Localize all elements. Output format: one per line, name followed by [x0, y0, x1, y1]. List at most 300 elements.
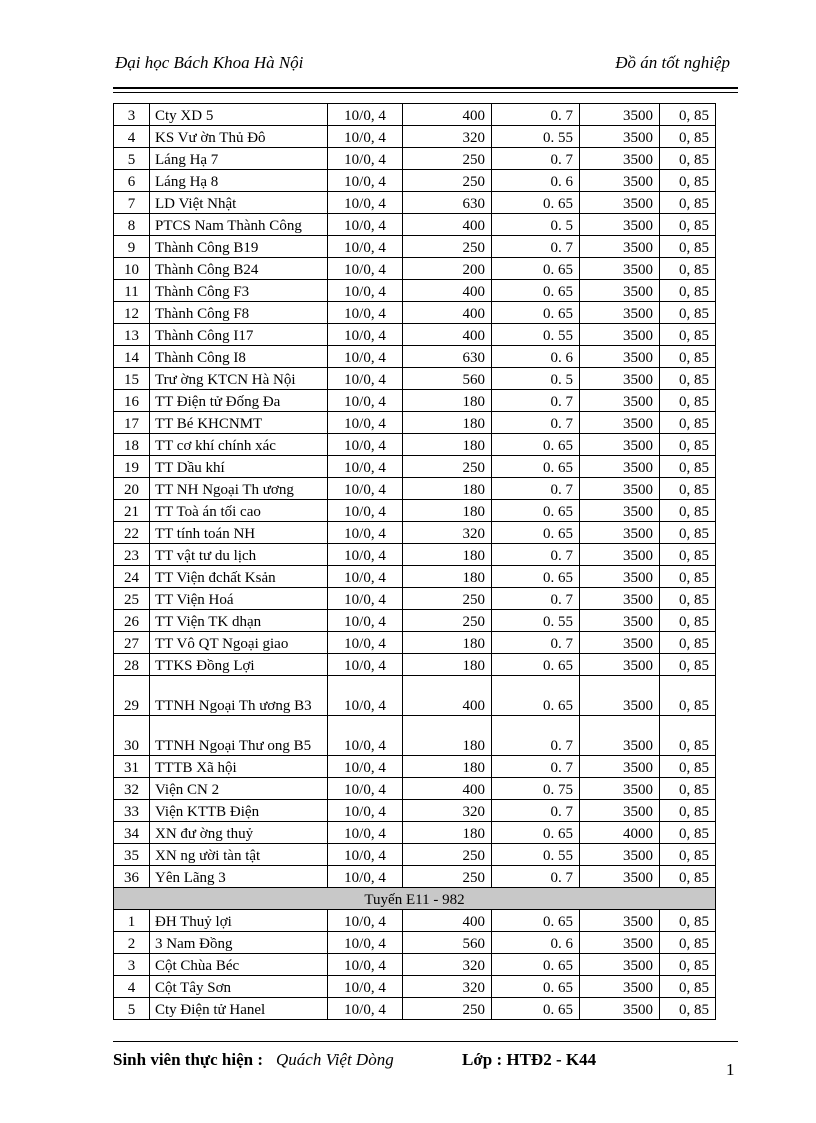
- cell-c: 0, 85: [660, 214, 716, 236]
- cell-no: 6: [114, 170, 150, 192]
- cell-b: 3500: [580, 148, 660, 170]
- table-row: [114, 148, 716, 170]
- cell-c: 0, 85: [660, 954, 716, 976]
- cell-u: 10/0, 4: [328, 566, 403, 588]
- cell-u: 10/0, 4: [328, 346, 403, 368]
- cell-p: 400: [403, 280, 492, 302]
- cell-no: 35: [114, 844, 150, 866]
- cell-name: Cột Chùa Béc: [150, 954, 328, 976]
- cell-name: TT Viện đchất Ksản: [150, 566, 328, 588]
- cell-p: 320: [403, 954, 492, 976]
- cell-no: 12: [114, 302, 150, 324]
- footer-student-name: Quách Việt Dòng: [276, 1050, 394, 1069]
- header-rule-thin: [113, 92, 738, 93]
- cell-name: Trư ờng KTCN Hà Nội: [150, 368, 328, 390]
- cell-u: 10/0, 4: [328, 932, 403, 954]
- cell-a: 0. 65: [492, 434, 580, 456]
- cell-name: Thành Công I8: [150, 346, 328, 368]
- cell-no: 36: [114, 866, 150, 888]
- cell-c: 0, 85: [660, 434, 716, 456]
- cell-u: 10/0, 4: [328, 976, 403, 998]
- cell-c: 0, 85: [660, 800, 716, 822]
- cell-b: 3500: [580, 800, 660, 822]
- cell-a: 0. 65: [492, 822, 580, 844]
- cell-a: 0. 65: [492, 566, 580, 588]
- cell-name: TT Toà án tối cao: [150, 500, 328, 522]
- cell-name: TT Viện Hoá: [150, 588, 328, 610]
- cell-c: 0, 85: [660, 654, 716, 676]
- cell-b: 3500: [580, 456, 660, 478]
- cell-p: 250: [403, 844, 492, 866]
- cell-name: TTKS Đồng Lợi: [150, 654, 328, 676]
- cell-a: 0. 55: [492, 610, 580, 632]
- cell-u: 10/0, 4: [328, 500, 403, 522]
- cell-u: 10/0, 4: [328, 998, 403, 1020]
- cell-b: 3500: [580, 368, 660, 390]
- table-row: [114, 588, 716, 610]
- cell-p: 320: [403, 522, 492, 544]
- cell-b: 3500: [580, 716, 660, 756]
- cell-b: 3500: [580, 192, 660, 214]
- cell-no: 25: [114, 588, 150, 610]
- cell-c: 0, 85: [660, 910, 716, 932]
- cell-no: 29: [114, 676, 150, 716]
- cell-name: Viện CN 2: [150, 778, 328, 800]
- cell-name: Láng Hạ 7: [150, 148, 328, 170]
- cell-p: 180: [403, 478, 492, 500]
- cell-c: 0, 85: [660, 676, 716, 716]
- cell-b: 3500: [580, 632, 660, 654]
- cell-b: 3500: [580, 500, 660, 522]
- cell-no: 14: [114, 346, 150, 368]
- table-row: [114, 610, 716, 632]
- cell-p: 320: [403, 800, 492, 822]
- cell-u: 10/0, 4: [328, 236, 403, 258]
- table-row: [114, 412, 716, 434]
- cell-a: 0. 65: [492, 954, 580, 976]
- cell-a: 0. 7: [492, 756, 580, 778]
- cell-a: 0. 65: [492, 522, 580, 544]
- cell-no: 17: [114, 412, 150, 434]
- cell-no: 28: [114, 654, 150, 676]
- cell-b: 3500: [580, 478, 660, 500]
- cell-a: 0. 6: [492, 170, 580, 192]
- cell-u: 10/0, 4: [328, 632, 403, 654]
- cell-p: 180: [403, 390, 492, 412]
- table-row: [114, 932, 716, 954]
- cell-name: 3 Nam Đồng: [150, 932, 328, 954]
- cell-a: 0. 75: [492, 778, 580, 800]
- table-row: [114, 456, 716, 478]
- header-rule-thick: [113, 87, 738, 89]
- cell-a: 0. 7: [492, 544, 580, 566]
- cell-a: 0. 7: [492, 390, 580, 412]
- section-row: [114, 888, 716, 910]
- cell-b: 3500: [580, 566, 660, 588]
- cell-no: 34: [114, 822, 150, 844]
- cell-a: 0. 7: [492, 588, 580, 610]
- cell-name: Láng Hạ 8: [150, 170, 328, 192]
- cell-name: XN đư ờng thuỷ: [150, 822, 328, 844]
- cell-no: 13: [114, 324, 150, 346]
- cell-no: 7: [114, 192, 150, 214]
- cell-b: 3500: [580, 756, 660, 778]
- cell-u: 10/0, 4: [328, 822, 403, 844]
- cell-no: 9: [114, 236, 150, 258]
- cell-a: 0. 7: [492, 800, 580, 822]
- cell-p: 180: [403, 822, 492, 844]
- cell-a: 0. 65: [492, 302, 580, 324]
- cell-p: 250: [403, 610, 492, 632]
- cell-a: 0. 5: [492, 368, 580, 390]
- cell-c: 0, 85: [660, 368, 716, 390]
- cell-p: 560: [403, 932, 492, 954]
- table-row: [114, 654, 716, 676]
- cell-no: 2: [114, 932, 150, 954]
- cell-name: Thành Công F8: [150, 302, 328, 324]
- cell-no: 33: [114, 800, 150, 822]
- cell-p: 250: [403, 456, 492, 478]
- cell-c: 0, 85: [660, 844, 716, 866]
- table-row: [114, 566, 716, 588]
- table-row: [114, 236, 716, 258]
- cell-c: 0, 85: [660, 192, 716, 214]
- table-row: [114, 478, 716, 500]
- cell-a: 0. 65: [492, 910, 580, 932]
- cell-a: 0. 65: [492, 192, 580, 214]
- table-row: [114, 954, 716, 976]
- cell-name: Thành Công B24: [150, 258, 328, 280]
- cell-a: 0. 65: [492, 280, 580, 302]
- cell-u: 10/0, 4: [328, 756, 403, 778]
- cell-p: 630: [403, 346, 492, 368]
- header-university: Đại học Bách Khoa Hà Nội: [115, 53, 304, 72]
- cell-p: 400: [403, 302, 492, 324]
- cell-b: 3500: [580, 170, 660, 192]
- cell-c: 0, 85: [660, 104, 716, 126]
- cell-no: 8: [114, 214, 150, 236]
- cell-name: TT tính toán NH: [150, 522, 328, 544]
- cell-c: 0, 85: [660, 346, 716, 368]
- cell-p: 400: [403, 214, 492, 236]
- cell-a: 0. 7: [492, 412, 580, 434]
- cell-p: 400: [403, 104, 492, 126]
- cell-u: 10/0, 4: [328, 412, 403, 434]
- cell-a: 0. 65: [492, 676, 580, 716]
- cell-b: 3500: [580, 998, 660, 1020]
- cell-b: 3500: [580, 844, 660, 866]
- cell-name: Viện KTTB Điện: [150, 800, 328, 822]
- cell-p: 200: [403, 258, 492, 280]
- cell-p: 250: [403, 148, 492, 170]
- table-row: [114, 716, 716, 756]
- cell-c: 0, 85: [660, 866, 716, 888]
- cell-no: 31: [114, 756, 150, 778]
- cell-u: 10/0, 4: [328, 434, 403, 456]
- cell-no: 3: [114, 104, 150, 126]
- footer-rule: [113, 1041, 738, 1042]
- cell-u: 10/0, 4: [328, 368, 403, 390]
- cell-c: 0, 85: [660, 632, 716, 654]
- table-row: [114, 346, 716, 368]
- cell-no: 20: [114, 478, 150, 500]
- cell-c: 0, 85: [660, 456, 716, 478]
- cell-a: 0. 6: [492, 932, 580, 954]
- table-row: [114, 170, 716, 192]
- cell-name: TT Dầu khí: [150, 456, 328, 478]
- cell-c: 0, 85: [660, 324, 716, 346]
- cell-name: Thành Công B19: [150, 236, 328, 258]
- cell-b: 3500: [580, 126, 660, 148]
- cell-name: Cột Tây Sơn: [150, 976, 328, 998]
- cell-c: 0, 85: [660, 998, 716, 1020]
- cell-u: 10/0, 4: [328, 676, 403, 716]
- table-row: [114, 998, 716, 1020]
- table-row: [114, 192, 716, 214]
- cell-b: 3500: [580, 522, 660, 544]
- table-row: [114, 280, 716, 302]
- cell-c: 0, 85: [660, 280, 716, 302]
- cell-no: 11: [114, 280, 150, 302]
- cell-u: 10/0, 4: [328, 280, 403, 302]
- cell-b: 3500: [580, 280, 660, 302]
- cell-p: 400: [403, 910, 492, 932]
- cell-no: 4: [114, 126, 150, 148]
- table-body-main: [114, 104, 716, 888]
- cell-a: 0. 7: [492, 104, 580, 126]
- cell-b: 3500: [580, 932, 660, 954]
- cell-b: 3500: [580, 778, 660, 800]
- table-row: [114, 104, 716, 126]
- cell-u: 10/0, 4: [328, 456, 403, 478]
- cell-p: 400: [403, 778, 492, 800]
- cell-c: 0, 85: [660, 126, 716, 148]
- cell-c: 0, 85: [660, 976, 716, 998]
- cell-no: 5: [114, 148, 150, 170]
- cell-name: TT Viện TK dhạn: [150, 610, 328, 632]
- cell-no: 22: [114, 522, 150, 544]
- table-row: [114, 368, 716, 390]
- cell-name: Cty XD 5: [150, 104, 328, 126]
- cell-p: 180: [403, 544, 492, 566]
- cell-p: 250: [403, 170, 492, 192]
- cell-name: TT Điện tử Đống Đa: [150, 390, 328, 412]
- cell-c: 0, 85: [660, 522, 716, 544]
- table-row: [114, 522, 716, 544]
- table-row: [114, 844, 716, 866]
- cell-p: 320: [403, 126, 492, 148]
- cell-p: 180: [403, 412, 492, 434]
- cell-b: 3500: [580, 214, 660, 236]
- cell-name: LD Việt Nhật: [150, 192, 328, 214]
- cell-no: 27: [114, 632, 150, 654]
- footer-student-label: Sinh viên thực hiện :: [113, 1050, 264, 1069]
- cell-name: TTNH Ngoại Thư ong B5: [150, 716, 328, 756]
- cell-p: 180: [403, 632, 492, 654]
- cell-no: 10: [114, 258, 150, 280]
- cell-a: 0. 7: [492, 236, 580, 258]
- cell-b: 3500: [580, 866, 660, 888]
- cell-u: 10/0, 4: [328, 170, 403, 192]
- cell-a: 0. 65: [492, 654, 580, 676]
- cell-p: 180: [403, 756, 492, 778]
- cell-a: 0. 65: [492, 976, 580, 998]
- cell-u: 10/0, 4: [328, 654, 403, 676]
- cell-p: 250: [403, 588, 492, 610]
- cell-b: 3500: [580, 910, 660, 932]
- cell-u: 10/0, 4: [328, 954, 403, 976]
- table-row: [114, 500, 716, 522]
- cell-name: Yên Lãng 3: [150, 866, 328, 888]
- cell-b: 4000: [580, 822, 660, 844]
- cell-name: Thành Công I17: [150, 324, 328, 346]
- cell-b: 3500: [580, 104, 660, 126]
- cell-a: 0. 65: [492, 500, 580, 522]
- cell-u: 10/0, 4: [328, 866, 403, 888]
- table-row: [114, 676, 716, 716]
- cell-b: 3500: [580, 302, 660, 324]
- cell-p: 250: [403, 236, 492, 258]
- cell-u: 10/0, 4: [328, 148, 403, 170]
- table-row: [114, 976, 716, 998]
- cell-p: 250: [403, 866, 492, 888]
- cell-u: 10/0, 4: [328, 104, 403, 126]
- table-row: [114, 756, 716, 778]
- cell-u: 10/0, 4: [328, 778, 403, 800]
- cell-a: 0. 7: [492, 866, 580, 888]
- cell-u: 10/0, 4: [328, 910, 403, 932]
- cell-c: 0, 85: [660, 170, 716, 192]
- table-row: [114, 544, 716, 566]
- cell-c: 0, 85: [660, 756, 716, 778]
- cell-a: 0. 55: [492, 126, 580, 148]
- cell-name: TTTB Xã hội: [150, 756, 328, 778]
- cell-name: TT cơ khí chính xác: [150, 434, 328, 456]
- cell-b: 3500: [580, 258, 660, 280]
- table-row: [114, 632, 716, 654]
- cell-a: 0. 65: [492, 456, 580, 478]
- cell-p: 250: [403, 998, 492, 1020]
- cell-a: 0. 55: [492, 324, 580, 346]
- cell-u: 10/0, 4: [328, 800, 403, 822]
- cell-u: 10/0, 4: [328, 192, 403, 214]
- cell-b: 3500: [580, 676, 660, 716]
- cell-name: ĐH Thuỷ lợi: [150, 910, 328, 932]
- cell-b: 3500: [580, 976, 660, 998]
- cell-c: 0, 85: [660, 778, 716, 800]
- cell-no: 32: [114, 778, 150, 800]
- cell-u: 10/0, 4: [328, 214, 403, 236]
- cell-name: TT Bé KHCNMT: [150, 412, 328, 434]
- cell-c: 0, 85: [660, 822, 716, 844]
- cell-no: 19: [114, 456, 150, 478]
- cell-u: 10/0, 4: [328, 716, 403, 756]
- table-row: [114, 214, 716, 236]
- cell-p: 180: [403, 434, 492, 456]
- cell-name: TT NH Ngoại Th ương: [150, 478, 328, 500]
- table-row: [114, 324, 716, 346]
- cell-no: 4: [114, 976, 150, 998]
- table-row: [114, 866, 716, 888]
- section-header: [114, 888, 716, 910]
- cell-name: XN ng ười tàn tật: [150, 844, 328, 866]
- cell-no: 24: [114, 566, 150, 588]
- cell-u: 10/0, 4: [328, 126, 403, 148]
- cell-name: Cty Điện tử Hanel: [150, 998, 328, 1020]
- cell-p: 400: [403, 676, 492, 716]
- cell-no: 3: [114, 954, 150, 976]
- cell-u: 10/0, 4: [328, 478, 403, 500]
- cell-c: 0, 85: [660, 148, 716, 170]
- cell-b: 3500: [580, 412, 660, 434]
- table-body-section: [114, 910, 716, 1020]
- table-row: [114, 800, 716, 822]
- cell-a: 0. 7: [492, 632, 580, 654]
- cell-u: 10/0, 4: [328, 844, 403, 866]
- cell-u: 10/0, 4: [328, 522, 403, 544]
- cell-b: 3500: [580, 954, 660, 976]
- cell-c: 0, 85: [660, 478, 716, 500]
- cell-a: 0. 55: [492, 844, 580, 866]
- cell-no: 23: [114, 544, 150, 566]
- header-document-title: Đồ án tốt nghiệp: [615, 53, 730, 72]
- cell-c: 0, 85: [660, 236, 716, 258]
- cell-b: 3500: [580, 236, 660, 258]
- cell-c: 0, 85: [660, 716, 716, 756]
- cell-p: 320: [403, 976, 492, 998]
- cell-p: 630: [403, 192, 492, 214]
- cell-a: 0. 65: [492, 258, 580, 280]
- cell-c: 0, 85: [660, 258, 716, 280]
- cell-b: 3500: [580, 346, 660, 368]
- table-row: [114, 910, 716, 932]
- cell-no: 5: [114, 998, 150, 1020]
- table-row: [114, 778, 716, 800]
- cell-u: 10/0, 4: [328, 390, 403, 412]
- cell-p: 560: [403, 368, 492, 390]
- cell-b: 3500: [580, 588, 660, 610]
- cell-name: TT vật tư du lịch: [150, 544, 328, 566]
- cell-p: 180: [403, 654, 492, 676]
- cell-u: 10/0, 4: [328, 588, 403, 610]
- cell-p: 180: [403, 716, 492, 756]
- cell-no: 16: [114, 390, 150, 412]
- cell-c: 0, 85: [660, 412, 716, 434]
- cell-b: 3500: [580, 610, 660, 632]
- cell-name: Thành Công F3: [150, 280, 328, 302]
- cell-b: 3500: [580, 434, 660, 456]
- cell-b: 3500: [580, 544, 660, 566]
- cell-no: 15: [114, 368, 150, 390]
- cell-c: 0, 85: [660, 588, 716, 610]
- cell-a: 0. 7: [492, 478, 580, 500]
- cell-p: 180: [403, 500, 492, 522]
- cell-a: 0. 7: [492, 716, 580, 756]
- cell-c: 0, 85: [660, 544, 716, 566]
- table-row: [114, 302, 716, 324]
- table-row: [114, 390, 716, 412]
- page-number: 1: [726, 1060, 735, 1079]
- cell-name: TT Vô QT Ngoại giao: [150, 632, 328, 654]
- cell-u: 10/0, 4: [328, 544, 403, 566]
- table-row: [114, 822, 716, 844]
- cell-u: 10/0, 4: [328, 258, 403, 280]
- cell-no: 21: [114, 500, 150, 522]
- cell-no: 18: [114, 434, 150, 456]
- cell-no: 26: [114, 610, 150, 632]
- cell-c: 0, 85: [660, 932, 716, 954]
- cell-a: 0. 6: [492, 346, 580, 368]
